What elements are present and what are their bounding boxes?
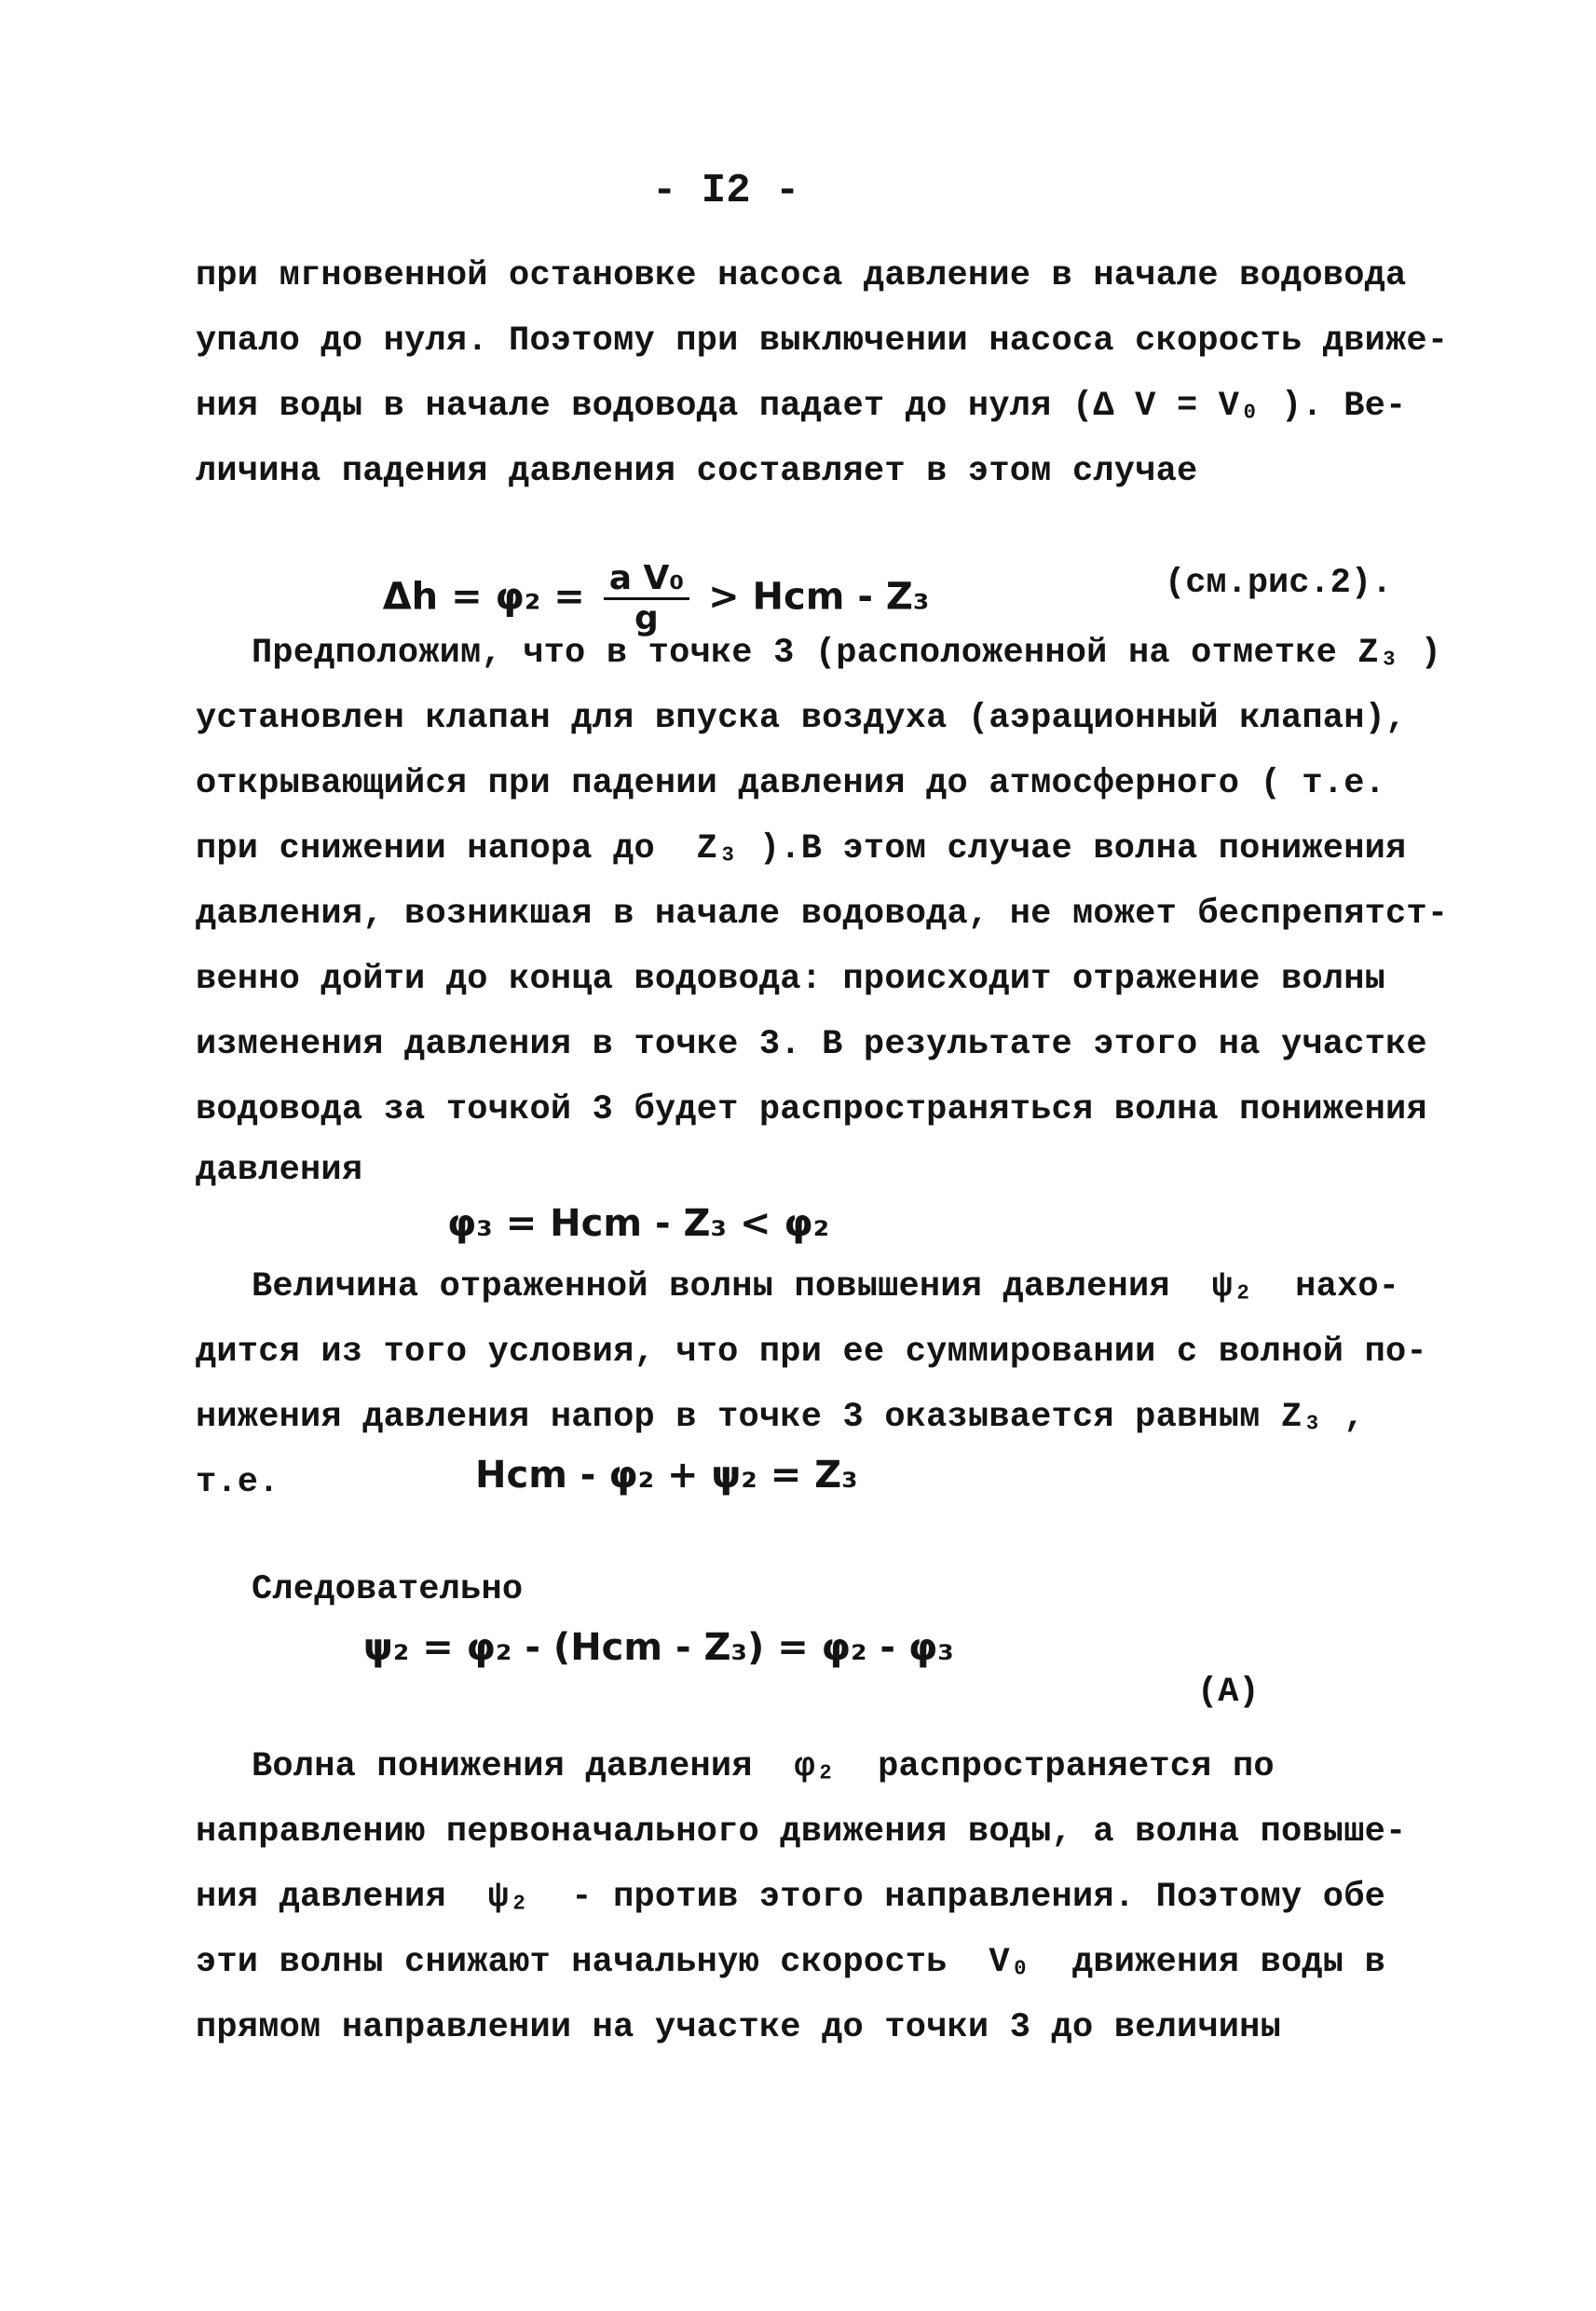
- text-line: т.е.: [196, 1463, 280, 1502]
- formula-psi2: ψ₂ = φ₂ - (Hcm - Z₃) = φ₂ - φ₃: [363, 1626, 954, 1669]
- text-line: давления: [196, 1151, 363, 1190]
- equation-label: (A): [1197, 1673, 1260, 1712]
- figure-reference: (см.рис.2).: [1165, 564, 1393, 603]
- text-line: открывающийся при падении давления до атмосферного ( т.е.: [196, 764, 1386, 803]
- text-line: установлен клапан для впуска воздуха (аэрационный клапан),: [196, 699, 1407, 738]
- formula-delta-h-right: > Hcm - Z₃: [695, 575, 930, 619]
- text-line: Волна понижения давления φ₂ распространяется по: [252, 1747, 1275, 1786]
- text-line: венно дойти до конца водовода: происходит отражение волны: [196, 960, 1386, 999]
- text-line: изменения давления в точке 3. В результате этого на участке: [196, 1025, 1427, 1064]
- text-line: Предположим, что в точке 3 (расположенной на отметке Z₃ ): [252, 634, 1442, 673]
- text-line: направлению первоначального движения воды, а волна повыше-: [196, 1812, 1407, 1852]
- text-line: водовода за точкой 3 будет распространяться волна понижения: [196, 1090, 1427, 1129]
- text-line: эти волны снижают начальную скорость V₀ движения воды в: [196, 1943, 1386, 1982]
- formula-pressure-balance: Hcm - φ₂ + ψ₂ = Z₃: [475, 1454, 858, 1497]
- text-line: личина падения давления составляет в этом случае: [196, 452, 1198, 491]
- text-line: упало до нуля. Поэтому при выключении насоса скорость движе-: [196, 321, 1449, 361]
- text-line: давления, возникшая в начале водовода, не может беспрепятст-: [196, 895, 1449, 934]
- formula-delta-h-left: Δh = φ₂ =: [382, 575, 598, 619]
- text-line: ния воды в начале водовода падает до нуля (Δ V = V₀ ). Ве-: [196, 387, 1407, 426]
- text-line: Следовательно: [252, 1570, 524, 1609]
- text-line: при снижении напора до Z₃ ).В этом случае волна понижения: [196, 829, 1407, 868]
- fraction: [604, 560, 689, 637]
- fraction-numerator: a V₀: [604, 560, 689, 600]
- text-line: Величина отраженной волны повышения давления ψ₂ нахо-: [252, 1267, 1400, 1306]
- fraction-denominator: g: [634, 599, 659, 637]
- formula-phi3: φ₃ = Hcm - Z₃ < φ₂: [447, 1202, 830, 1245]
- text-line: прямом направлении на участке до точки 3 до величины: [196, 2008, 1281, 2047]
- page-number: - I2 -: [652, 168, 800, 214]
- text-line: нижения давления напор в точке 3 оказывается равным Z₃ ,: [196, 1398, 1365, 1437]
- text-line: ния давления ψ₂ - против этого направления. Поэтому обе: [196, 1878, 1386, 1917]
- text-line: при мгновенной остановке насоса давление в начале водовода: [196, 256, 1407, 295]
- text-line: дится из того условия, что при ее суммировании с волной по-: [196, 1333, 1427, 1372]
